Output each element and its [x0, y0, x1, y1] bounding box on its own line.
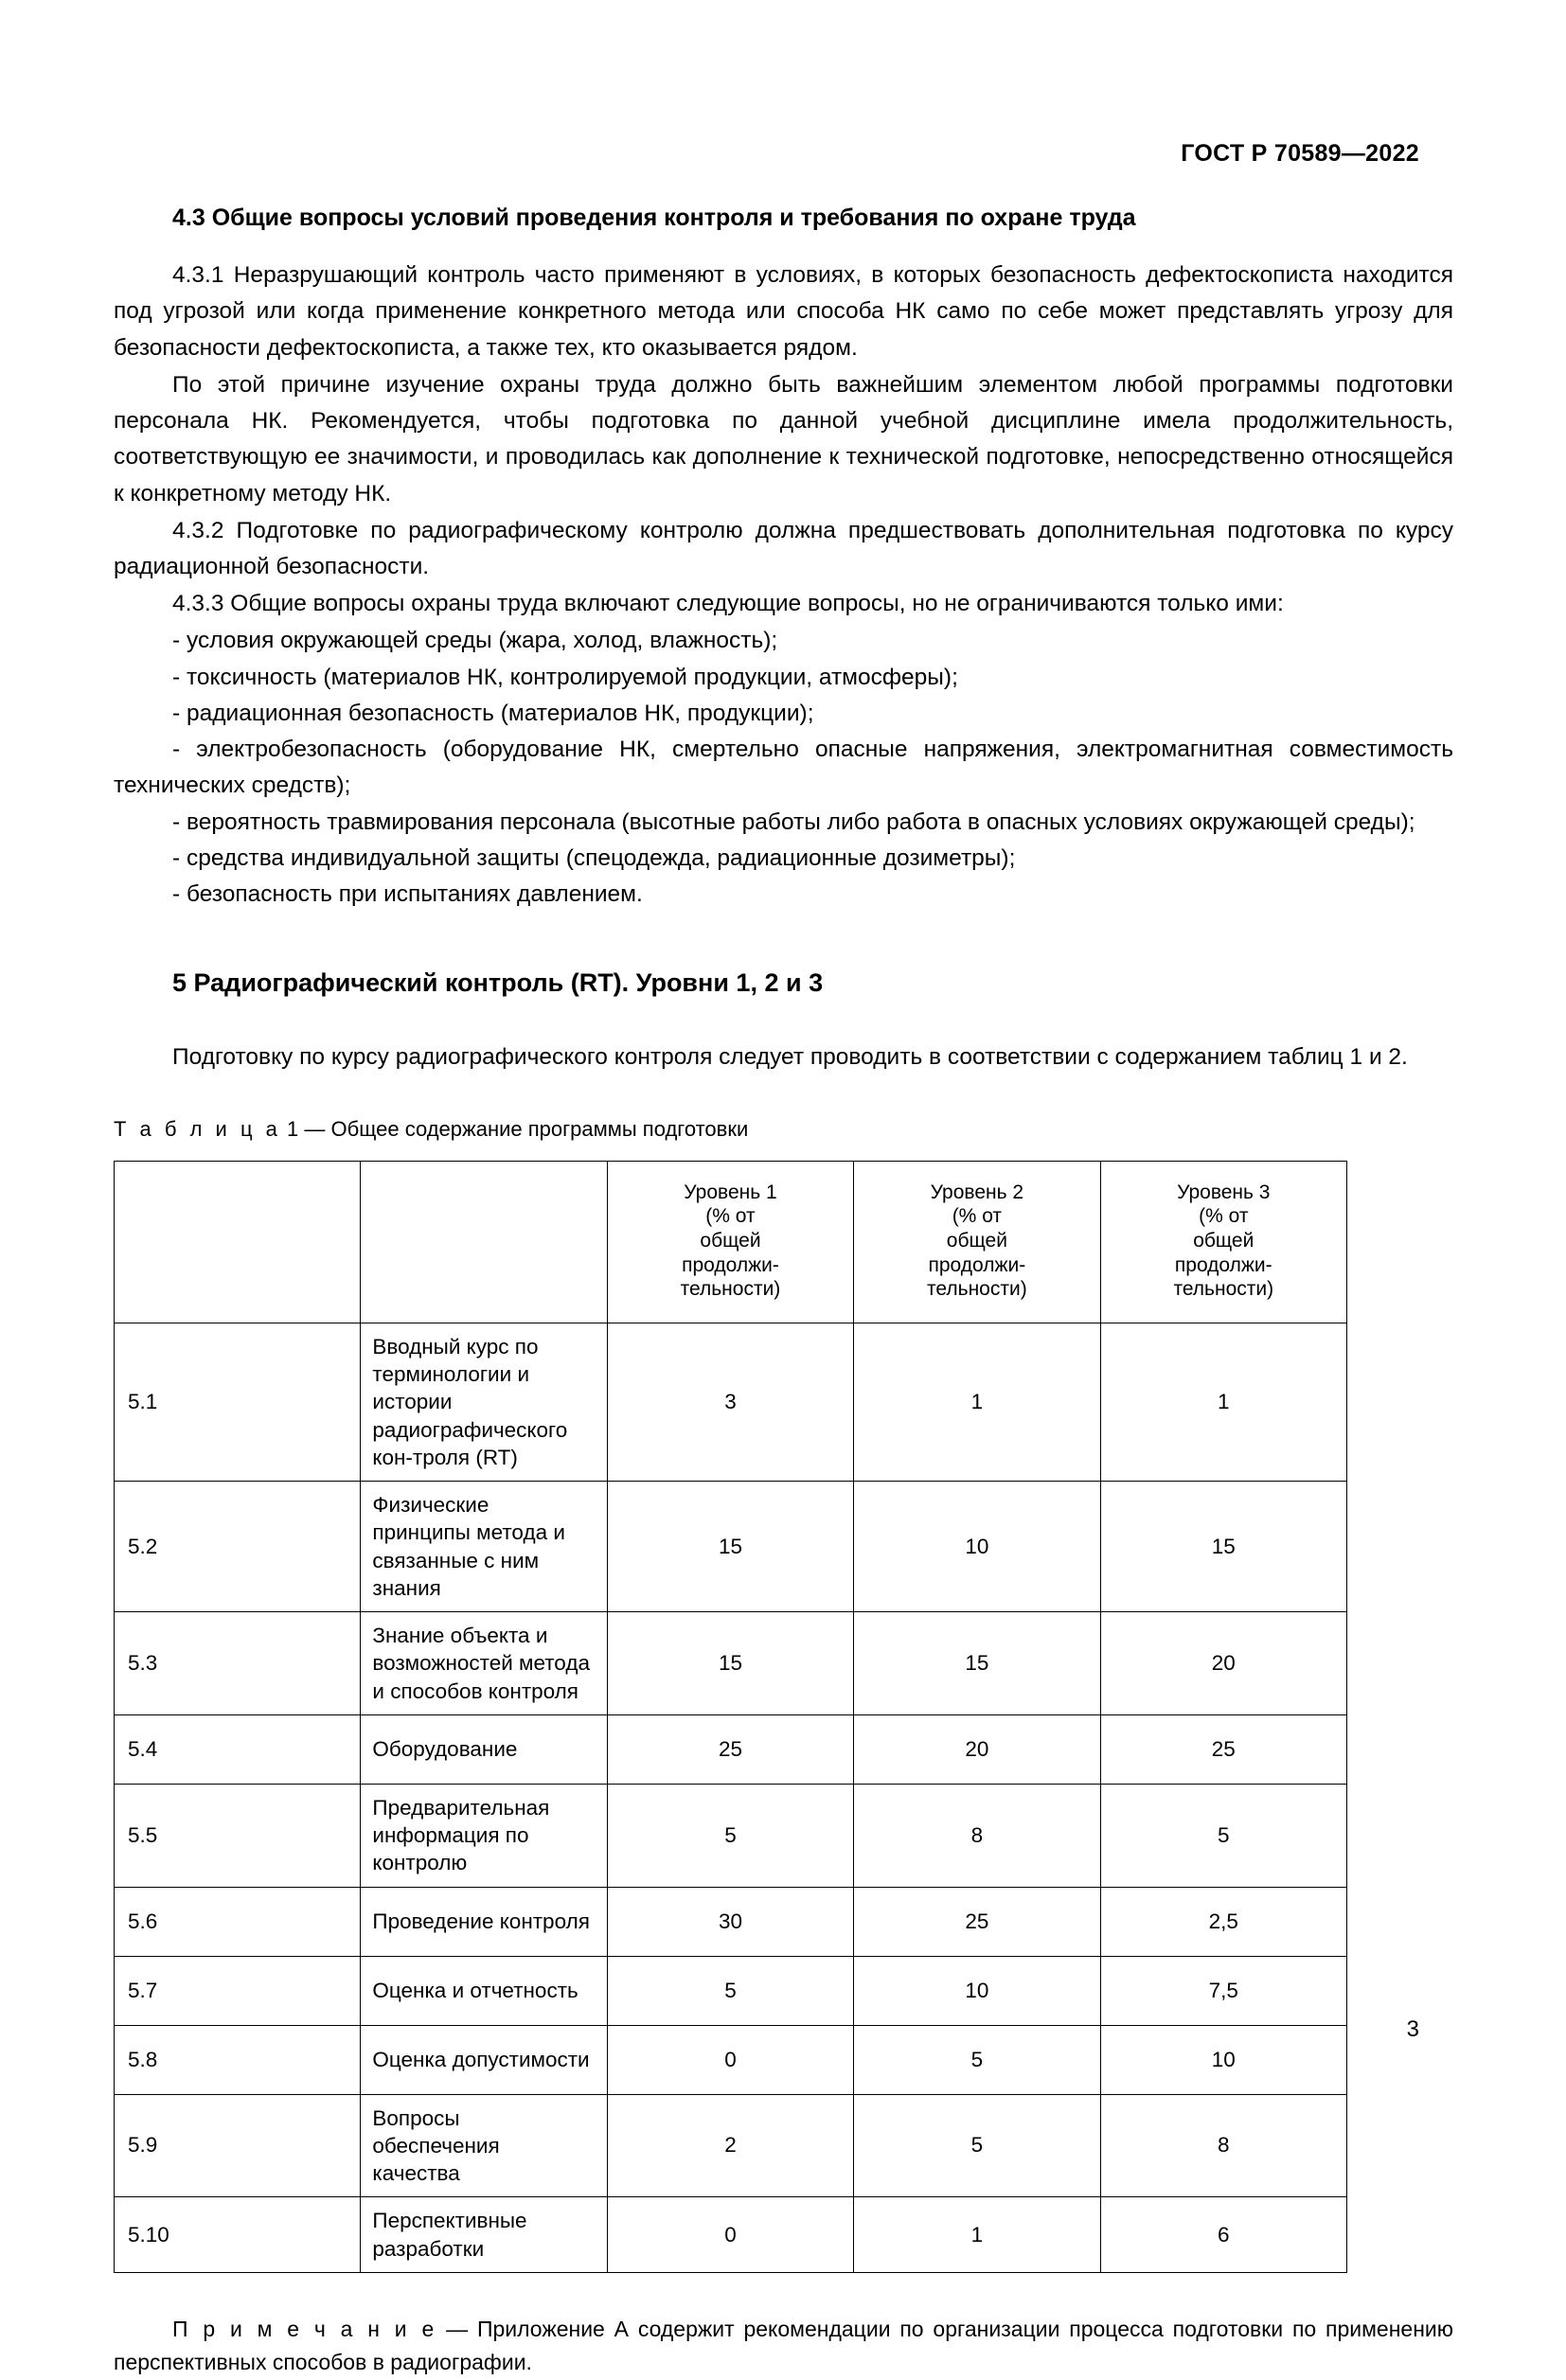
cell-item-number: 5.2	[115, 1482, 361, 1612]
cell-level-3: 10	[1100, 2025, 1346, 2094]
cell-item-number: 5.9	[115, 2094, 361, 2197]
bullet-injury-probability: - вероятность травмирования персонала (высотные работы либо работа в опасных условиях окружающей среды);	[172, 808, 1415, 835]
level-3-line-2: (% от	[1199, 1205, 1249, 1228]
paragraph-safety-importance: По этой причине изучение охраны труда должно быть важнейшим элементом любой программы подготовки персонала НК. Рекомендуется, чтобы подготовка по данной учебной дисциплине имела продолжительность, соответствующую ее значимости, и проводилась как дополнение к технической подготовке, непосредственно относящейся к конкретному методу НК.	[114, 371, 1453, 506]
cell-topic: Оценка допустимости	[361, 2025, 607, 2094]
table-body	[115, 1323, 1347, 2272]
cell-level-1: 5	[607, 1784, 853, 1887]
running-header-standard-number: ГОСТ Р 70589—2022	[1181, 140, 1419, 167]
table-header-row	[115, 1161, 1347, 1323]
table-row	[115, 1612, 1347, 1715]
page-content	[114, 204, 1453, 2380]
cell-level-2: 20	[854, 1714, 1100, 1784]
table-row	[115, 2025, 1347, 2094]
level-2-line-2: (% от	[952, 1205, 1003, 1228]
bullet-environmental-conditions: - условия окружающей среды (жара, холод, влажность);	[172, 628, 778, 654]
level-3-line-5: тельности)	[1173, 1278, 1274, 1301]
table-caption-title: Общее содержание программы подготовки	[330, 1117, 749, 1142]
cell-topic: Знание объекта и возможностей метода и способов контроля	[361, 1612, 607, 1715]
cell-level-3: 20	[1100, 1612, 1346, 1715]
cell-topic: Проведение контроля	[361, 1887, 607, 1956]
cell-level-3: 5	[1100, 1784, 1346, 1887]
cell-level-3: 1	[1100, 1323, 1346, 1481]
cell-item-number: 5.1	[115, 1323, 361, 1481]
paragraph-4-3-1: 4.3.1 Неразрушающий контроль часто применяют в условиях, в которых безопасность дефектоскописта находится под угрозой или когда применение конкретного метода или способа НК само по себе может представлять угрозу для безопасности дефектоскописта, а также тех, кто оказывается рядом.	[114, 262, 1453, 361]
table-row	[115, 1887, 1347, 1956]
table-row	[115, 1784, 1347, 1887]
page-number: 3	[1406, 2016, 1419, 2042]
cell-level-1: 3	[607, 1323, 853, 1481]
level-2-line-3: общей	[946, 1229, 1007, 1252]
cell-level-2: 25	[854, 1887, 1100, 1956]
level-1-line-1: Уровень 1	[684, 1181, 777, 1203]
cell-item-number: 5.8	[115, 2025, 361, 2094]
table-row	[115, 1956, 1347, 2025]
cell-level-1: 2	[607, 2094, 853, 2197]
cell-level-1: 5	[607, 1956, 853, 2025]
bullet-pressure-test-safety: - безопасность при испытаниях давлением.	[172, 880, 643, 907]
level-1-line-2: (% от	[705, 1205, 756, 1228]
table-1-note	[114, 2313, 1453, 2380]
cell-item-number: 5.3	[115, 1612, 361, 1715]
table-row	[115, 1482, 1347, 1612]
cell-topic: Вводный курс по терминологии и истории радиографического кон-троля (RT)	[361, 1323, 607, 1481]
table-caption-label: Т а б л и ц а	[114, 1117, 281, 1142]
cell-level-2: 8	[854, 1784, 1100, 1887]
bullet-personal-protective-equipment: - средства индивидуальной защиты (спецодежда, радиационные дозиметры);	[172, 844, 1016, 871]
cell-level-2: 1	[854, 1323, 1100, 1481]
cell-level-2: 10	[854, 1956, 1100, 2025]
table-caption-dash: —	[304, 1117, 326, 1142]
paragraph-4-3-3: 4.3.3 Общие вопросы охраны труда включают следующие вопросы, но не ограничиваются только ими:	[172, 591, 1284, 617]
cell-level-2: 1	[854, 2197, 1100, 2273]
cell-topic: Оборудование	[361, 1714, 607, 1784]
cell-topic: Вопросы обеспечения качества	[361, 2094, 607, 2197]
table-row	[115, 2197, 1347, 2273]
table-row	[115, 2094, 1347, 2197]
note-label: П р и м е ч а н и е	[172, 2316, 437, 2341]
level-3-line-3: общей	[1193, 1229, 1255, 1252]
column-header-topic	[361, 1161, 607, 1323]
level-3-line-4: продолжи-	[1174, 1253, 1272, 1276]
cell-level-1: 15	[607, 1612, 853, 1715]
level-2-line-1: Уровень 2	[930, 1181, 1024, 1203]
level-2-line-4: продолжи-	[928, 1253, 1026, 1276]
cell-level-3: 25	[1100, 1714, 1346, 1784]
column-header-level-1	[607, 1161, 853, 1323]
bullet-electrical-safety: - электробезопасность (оборудование НК, смертельно опасные напряжения, электромагнитная совместимость технических средств);	[114, 737, 1453, 799]
column-header-level-2	[854, 1161, 1100, 1323]
section-5-heading: 5 Радиографический контроль (RT). Уровни 1, 2 и 3	[172, 968, 824, 998]
cell-item-number: 5.7	[115, 1956, 361, 2025]
table-caption-number: 1	[287, 1117, 299, 1142]
paragraph-section-5-intro: Подготовку по курсу радиографического контроля следует проводить в соответствии с содержанием таблиц 1 и 2.	[172, 1043, 1408, 1070]
cell-level-2: 15	[854, 1612, 1100, 1715]
level-1-line-3: общей	[700, 1229, 761, 1252]
cell-level-3: 15	[1100, 1482, 1346, 1612]
note-spacer	[114, 2273, 1453, 2313]
cell-level-2: 5	[854, 2025, 1100, 2094]
table-header	[115, 1161, 1347, 1323]
cell-topic: Оценка и отчетность	[361, 1956, 607, 2025]
level-1-line-4: продолжи-	[682, 1253, 779, 1276]
cell-topic: Перспективные разработки	[361, 2197, 607, 2273]
column-header-item-number	[115, 1161, 361, 1323]
table-row	[115, 1714, 1347, 1784]
cell-item-number: 5.6	[115, 1887, 361, 1956]
heading-spacer	[114, 1000, 1453, 1039]
level-1-line-5: тельности)	[680, 1278, 781, 1301]
cell-item-number: 5.10	[115, 2197, 361, 2273]
table-1-training-program-content	[114, 1161, 1347, 2273]
table-row	[115, 1323, 1347, 1481]
cell-item-number: 5.4	[115, 1714, 361, 1784]
bullet-toxicity: - токсичность (материалов НК, контролируемой продукции, атмосферы);	[172, 664, 958, 690]
cell-level-3: 6	[1100, 2197, 1346, 2273]
bullet-radiation-safety: - радиационная безопасность (материалов НК, продукции);	[172, 700, 814, 726]
cell-level-3: 7,5	[1100, 1956, 1346, 2025]
section-spacer	[114, 913, 1453, 968]
cell-item-number: 5.5	[115, 1784, 361, 1887]
table-caption-spacer	[114, 1076, 1453, 1116]
level-3-line-1: Уровень 3	[1177, 1181, 1271, 1203]
cell-level-2: 10	[854, 1482, 1100, 1612]
cell-level-1: 0	[607, 2197, 853, 2273]
cell-topic: Предварительная информация по контролю	[361, 1784, 607, 1887]
paragraph-4-3-2: 4.3.2 Подготовке по радиографическому контролю должна предшествовать дополнительная подготовка по курсу радиационной безопасности.	[114, 517, 1453, 579]
cell-level-1: 0	[607, 2025, 853, 2094]
cell-level-1: 15	[607, 1482, 853, 1612]
cell-level-3: 8	[1100, 2094, 1346, 2197]
column-header-level-3	[1100, 1161, 1346, 1323]
level-2-line-5: тельности)	[927, 1278, 1027, 1301]
table-1-caption	[114, 1116, 1453, 1144]
cell-topic: Физические принципы метода и связанные с ним знания	[361, 1482, 607, 1612]
cell-level-1: 25	[607, 1714, 853, 1784]
clause-4-3-heading: 4.3 Общие вопросы условий проведения контроля и требования по охране труда	[172, 204, 1136, 231]
note-dash: —	[446, 2316, 469, 2341]
cell-level-2: 5	[854, 2094, 1100, 2197]
cell-level-1: 30	[607, 1887, 853, 1956]
cell-level-3: 2,5	[1100, 1887, 1346, 1956]
note-text: Приложение А содержит рекомендации по организации процесса подготовки по применению перспективных способов в радиографии.	[114, 2316, 1454, 2375]
